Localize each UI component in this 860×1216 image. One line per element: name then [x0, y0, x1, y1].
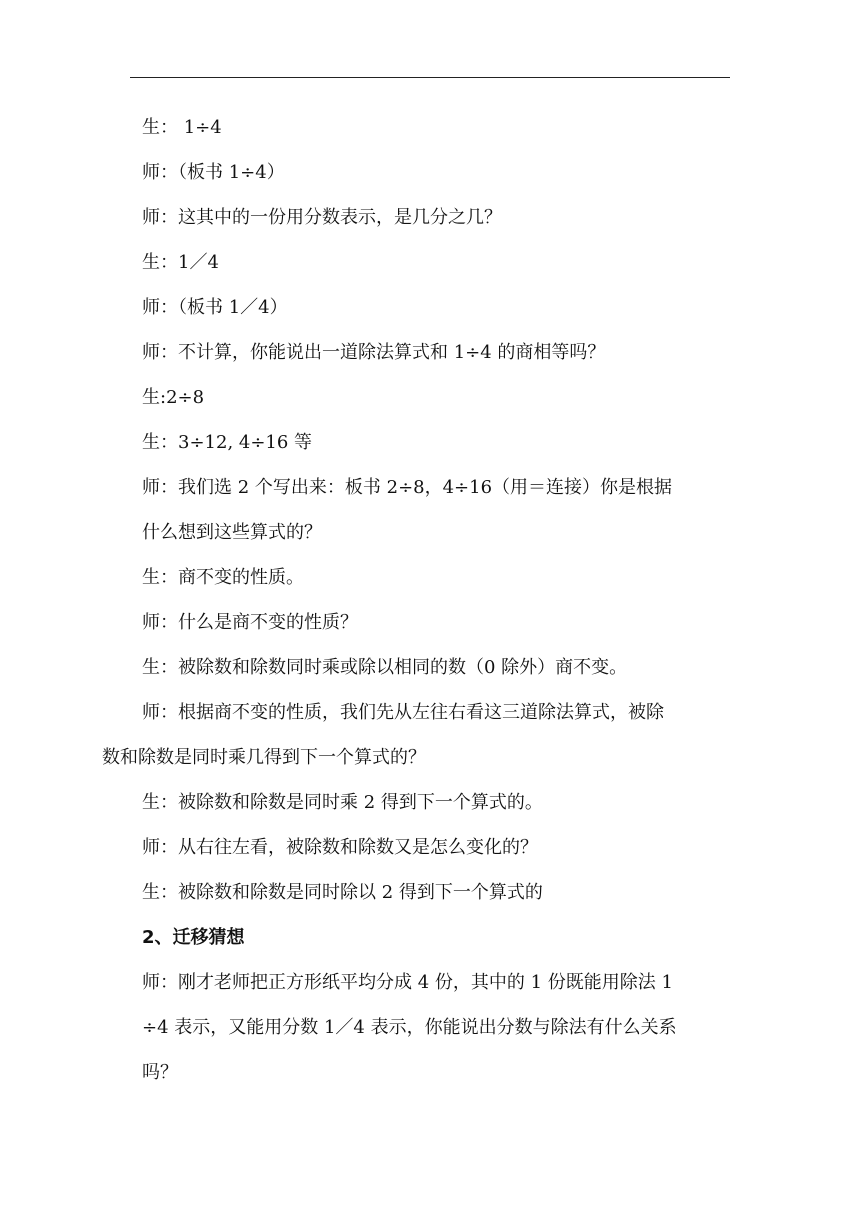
- dialogue-line: 生：被除数和除数是同时除以 2 得到下一个算式的: [142, 882, 543, 903]
- dialogue-line-continuation: 吗？: [142, 1062, 178, 1083]
- dialogue-line: 师：从右往左看，被除数和除数又是怎么变化的？: [142, 837, 538, 858]
- dialogue-line-continuation: ÷4 表示，又能用分数 1／4 表示，你能说出分数与除法有什么关系: [142, 1017, 677, 1038]
- dialogue-line: 师：这其中的一份用分数表示，是几分之几？: [142, 207, 502, 228]
- dialogue-line: 生： 1÷4: [142, 117, 222, 138]
- dialogue-line: 生：3÷12, 4÷16 等: [142, 432, 313, 453]
- dialogue-line: 师：（板书 1／4）: [142, 297, 288, 318]
- dialogue-line: 生：被除数和除数同时乘或除以相同的数（0 除外）商不变。: [142, 657, 628, 678]
- dialogue-line: 师：（板书 1÷4）: [142, 162, 285, 183]
- dialogue-line: 生：1／4: [142, 252, 219, 273]
- dialogue-line: 师：我们选 2 个写出来：板书 2÷8，4÷16（用＝连接）你是根据: [142, 477, 673, 498]
- dialogue-line: 生：商不变的性质。: [142, 567, 304, 588]
- dialogue-line-continuation: 什么想到这些算式的？: [142, 522, 322, 543]
- dialogue-line: 师：根据商不变的性质，我们先从左往右看这三道除法算式，被除: [142, 702, 664, 723]
- dialogue-line: 师：不计算，你能说出一道除法算式和 1÷4 的商相等吗？: [142, 342, 606, 363]
- section-heading: 2、迁移猜想: [142, 927, 245, 948]
- dialogue-line: 生：被除数和除数是同时乘 2 得到下一个算式的。: [142, 792, 543, 813]
- dialogue-line: 师：什么是商不变的性质？: [142, 612, 358, 633]
- dialogue-line-continuation: 数和除数是同时乘几得到下一个算式的？: [102, 747, 426, 768]
- header-rule: [130, 77, 730, 78]
- dialogue-line: 师：刚才老师把正方形纸平均分成 4 份，其中的 1 份既能用除法 1: [142, 972, 673, 993]
- dialogue-line: 生:2÷8: [142, 387, 205, 408]
